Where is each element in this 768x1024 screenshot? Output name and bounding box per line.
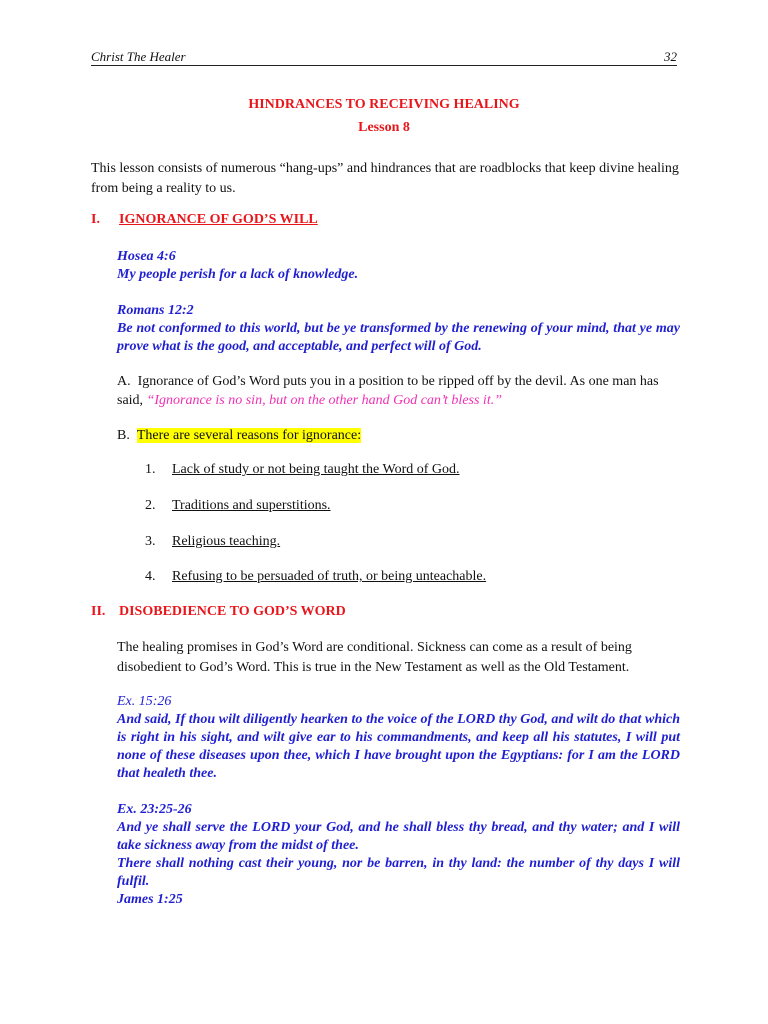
list-item-number: 1. bbox=[145, 462, 156, 477]
lesson-title: HINDRANCES TO RECEIVING HEALING bbox=[248, 97, 520, 112]
section-1-number: I. bbox=[91, 212, 100, 227]
romans-verse: Be not conformed to this world, but be ye transformed by the renewing of your mind, that ye may prove what is the good, and acceptable, and perfect will of God. bbox=[117, 321, 680, 354]
header-book-title: Christ The Healer bbox=[91, 49, 186, 64]
exodus-23-verse-25: And ye shall serve the LORD your God, and he shall bless thy bread, and thy water; and I will take sickness away from the midst of thee. bbox=[117, 820, 680, 853]
exodus-15-verse: And said, If thou wilt diligently hearken to the voice of the LORD thy God, and wilt do that which is right in his sight, and wilt give ear to his commandments, and keep all his statutes, I will put none of these diseases upon thee, which I have brought upon the Egyptians: for I am the LORD that healeth thee. bbox=[117, 712, 680, 781]
point-a-label: A. bbox=[117, 374, 131, 389]
page-header bbox=[91, 47, 677, 66]
section-2-paragraph: The healing promises in God’s Word are conditional. Sickness can come as a result of being disobedient to God’s Word. This is true in the New Testament as well as the Old Testament. bbox=[117, 640, 632, 675]
lesson-subtitle: Lesson 8 bbox=[358, 120, 410, 135]
exodus-23-citation: Ex. 23:25-26 bbox=[117, 802, 192, 817]
section-2-heading bbox=[0, 604, 768, 624]
section-1-heading bbox=[0, 212, 768, 232]
list-item-number: 3. bbox=[145, 534, 156, 549]
section-1-title: IGNORANCE OF GOD’S WILL bbox=[119, 212, 318, 227]
point-a-text: Ignorance of God’s Word puts you in a position to be ripped off by the devil. As one man has said, bbox=[117, 374, 659, 408]
point-b-text: There are several reasons for ignorance: bbox=[136, 428, 362, 443]
header-page-number: 32 bbox=[664, 49, 677, 64]
list-item bbox=[0, 462, 768, 482]
list-item bbox=[0, 498, 768, 518]
list-item bbox=[0, 534, 768, 554]
hosea-citation: Hosea 4:6 bbox=[117, 249, 176, 264]
point-b bbox=[117, 427, 680, 445]
list-item-text: Traditions and superstitions. bbox=[172, 498, 331, 513]
list-item-text: Lack of study or not being taught the Word of God. bbox=[172, 462, 460, 477]
point-b-label: B. bbox=[117, 428, 130, 443]
list-item-number: 4. bbox=[145, 569, 156, 584]
point-a-quote: “Ignorance is no sin, but on the other hand God can’t bless it.” bbox=[146, 393, 502, 408]
list-item-number: 2. bbox=[145, 498, 156, 513]
exodus-23-verse-26: There shall nothing cast their young, nor be barren, in thy land: the number of thy days I will fulfil. bbox=[117, 856, 680, 889]
james-citation: James 1:25 bbox=[117, 892, 183, 907]
exodus-15-citation: Ex. 15:26 bbox=[117, 694, 172, 709]
section-2-number: II. bbox=[91, 604, 106, 619]
hosea-verse: My people perish for a lack of knowledge. bbox=[117, 267, 359, 282]
point-a bbox=[117, 372, 680, 410]
romans-citation: Romans 12:2 bbox=[117, 303, 194, 318]
list-item-text: Refusing to be persuaded of truth, or being unteachable. bbox=[172, 569, 487, 584]
intro-paragraph: This lesson consists of numerous “hang-ups” and hindrances that are roadblocks that keep divine healing from being a reality to us. bbox=[91, 161, 679, 196]
list-item-text: Religious teaching. bbox=[172, 534, 281, 549]
list-item bbox=[0, 569, 768, 589]
section-2-title: DISOBEDIENCE TO GOD’S WORD bbox=[119, 604, 346, 619]
